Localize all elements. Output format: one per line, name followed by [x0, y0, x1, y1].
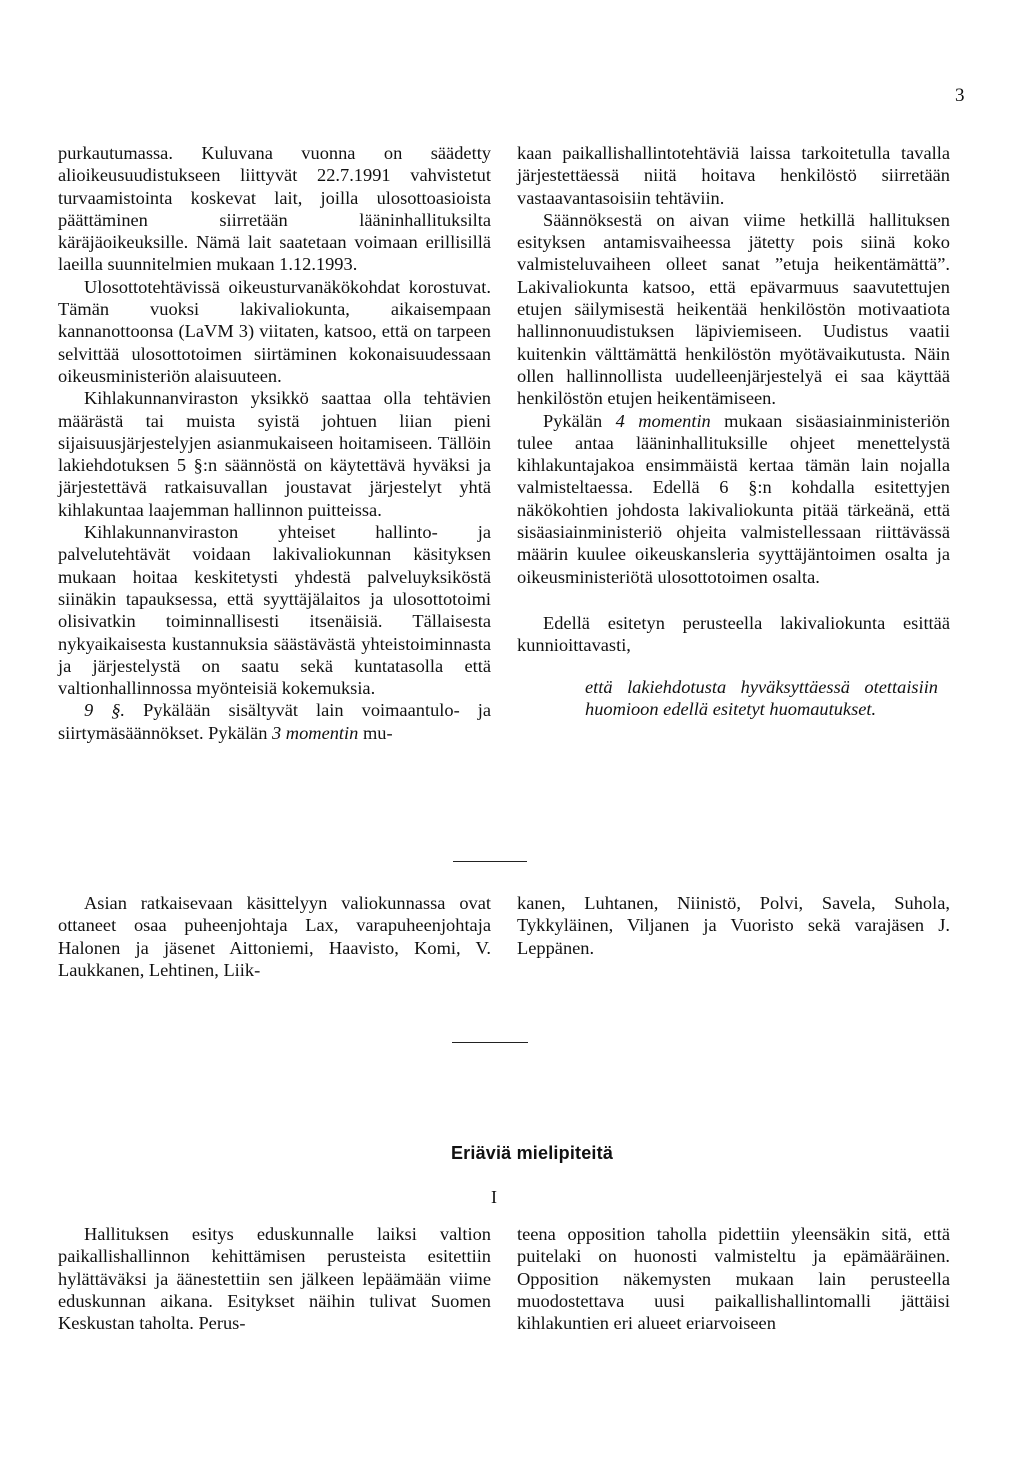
paragraph: Kihlakunnanviraston yksikkö saattaa olla tehtävien määrästä tai muista syistä johtuen liian pieni sijaisuusjärjestelyjen asianmukaiseen hoitamiseen. Tällöin lakiehdotuksen 5 §:n säännöstä on käytettävä hyväksi ja järjestettävä ratkaisuvallan joustavat järjestelyt yhtä kihlakuntaa laajemman hallinnon puitteissa. — [58, 388, 491, 520]
section-number — [0, 1187, 1024, 1208]
proposal-intro: Edellä esitetyn perusteella lakivaliokunta esittää kunnioittavasti, — [517, 612, 950, 656]
right-column-top — [517, 142, 950, 720]
page-number: 3 — [955, 85, 965, 106]
section-heading — [0, 1143, 1024, 1164]
paragraph: Ulosottotehtävissä oikeusturvanäkökohdat korostuvat. Tämän vuoksi lakivaliokunta, aikaisempaan kannanottoonsa (LaVM 3) viitaten, katsoo, että on tarpeen selvittää ulosottotoimen siirtäminen kokonaisuudessaan oikeusministeriön alaisuuteen. — [58, 276, 491, 386]
paragraph: kanen, Luhtanen, Niinistö, Polvi, Savela, Suhola, Tykkyläinen, Viljanen ja Vuoristo sekä varajäsen J. Leppänen. — [517, 893, 950, 958]
paragraph: Kihlakunnanviraston yhteiset hallinto- ja palvelutehtävät voidaan lakivaliokunnan käsityksen mukaan hoitaa keskitetysti yhdestä palveluyksiköstä siinäkin tapauksessa, että syyttäjälaitos ja ulosottotoimi olisivatkin toiminnallisesti itsenäisiä. Tällaisesta nykyaikaisesta kustannuksia säästävästä yhteistoiminnasta ja järjestelystä on saatu sekä kuntatasolla että valtionhallinnossa myönteisiä kokemuksia. — [58, 522, 491, 699]
roman-numeral: I — [491, 1187, 497, 1207]
text: Pykälään sisältyvät lain voimaantulo- ja siirtymäsäännökset. Pykälän — [58, 700, 491, 743]
paragraph: Asian ratkaisevaan käsittelyyn valiokunnassa ovat ottaneet osaa puheenjohtaja Lax, varapuheenjohtaja Halonen ja jäsenet Aittoniemi, Haavisto, Komi, V. Laukkanen, Lehtinen, Liik- — [58, 893, 491, 980]
paragraph: purkautumassa. Kuluvana vuonna on säädetty alioikeusuudistukseen liittyvät 22.7.1991 vahvistetut turvaamistointa koskevat lait, joilla ulosottoasioista päättäminen siirretään lääninhallituksilta käräjäoikeuksille. Nämä lait saatetaan voimaan erillisillä laeilla suunnitelmien mukaan 1.12.1993. — [58, 143, 491, 275]
divider — [453, 861, 527, 862]
text: mukaan sisäasiainministeriön tulee antaa lääninhallituksille ohjeet menettelystä kihlakuntajakoa ensimmäistä kertaa tämän lain nojalla valmisteltaessa. Edellä 6 §:n kohdalla esitettyjen näkökohtien johdosta lakivaliokunta pitää tärkeänä, että sisäasiainministeriö ohjeita valmistellessaan riittävässä määrin kuulee oikeuskansleria syyttäjäntoimen osalta ja oikeusministeriötä ulosottotoimen osalta. — [517, 410, 950, 587]
text: mu- — [358, 722, 393, 743]
left-column-top — [58, 142, 491, 744]
paragraph-moment-4 — [517, 410, 950, 588]
text: Pykälän — [543, 410, 616, 431]
section-ref: 9 §. — [84, 700, 126, 721]
divider — [452, 1042, 528, 1043]
moment-ref: 4 momentin — [615, 410, 711, 431]
paragraph: Hallituksen esitys eduskunnalle laiksi valtion paikallishallinnon kehittämisen perusteista esitettiin hylättäväksi ja äänestettiin sen jälkeen lepäämään viime eduskunnan aikana. Esitykset näihin tulivat Suomen Keskustan taholta. Perus- — [58, 1224, 491, 1334]
paragraph: teena opposition taholla pidettiin yleensäkin sitä, että puitelaki on huonosti valmisteltu ja epämääräinen. Opposition näkemysten mukaan lain perusteella muodostettava uusi paikallishallintomalli jättäisi kihlakuntien eri alueet eriarvoiseen — [517, 1224, 950, 1334]
participants-left — [58, 892, 491, 981]
paragraph: Säännöksestä on aivan viime hetkillä hallituksen esityksen antamisvaiheessa jätetty pois siinä koko valmisteluvaiheen olleet sanat ”etuja heikentämättä”. Lakivaliokunta katsoo, että epävarmuus saavutettujen etujen säilymisestä heikentää henkilöstön motivaatiota hallinnonuudistuksen läpiviemiseen. Uudistus vaatii kuitenkin välttämättä henkilöstön myötävaikutusta. Näin ollen hallinnollista uudelleenjärjestelyä ei saa käyttää henkilöstön etujen heikentämiseen. — [517, 209, 950, 409]
dissent-left — [58, 1223, 491, 1334]
moment-ref: 3 momentin — [272, 722, 359, 743]
heading-text: Eriäviä mielipiteitä — [450, 1143, 614, 1163]
paragraph-section-9 — [58, 699, 491, 744]
proposal-statement: että lakiehdotusta hyväksyttäessä otettaisiin huomioon edellä esitetyt huomautukset. — [585, 676, 938, 719]
dissent-right — [517, 1223, 950, 1334]
participants-right — [517, 892, 950, 959]
paragraph: kaan paikallishallintotehtäviä laissa tarkoitetulla tavalla järjestettäessä niitä hoitava henkilöstö siirretään vastaavantasoisiin tehtäviin. — [517, 143, 950, 208]
